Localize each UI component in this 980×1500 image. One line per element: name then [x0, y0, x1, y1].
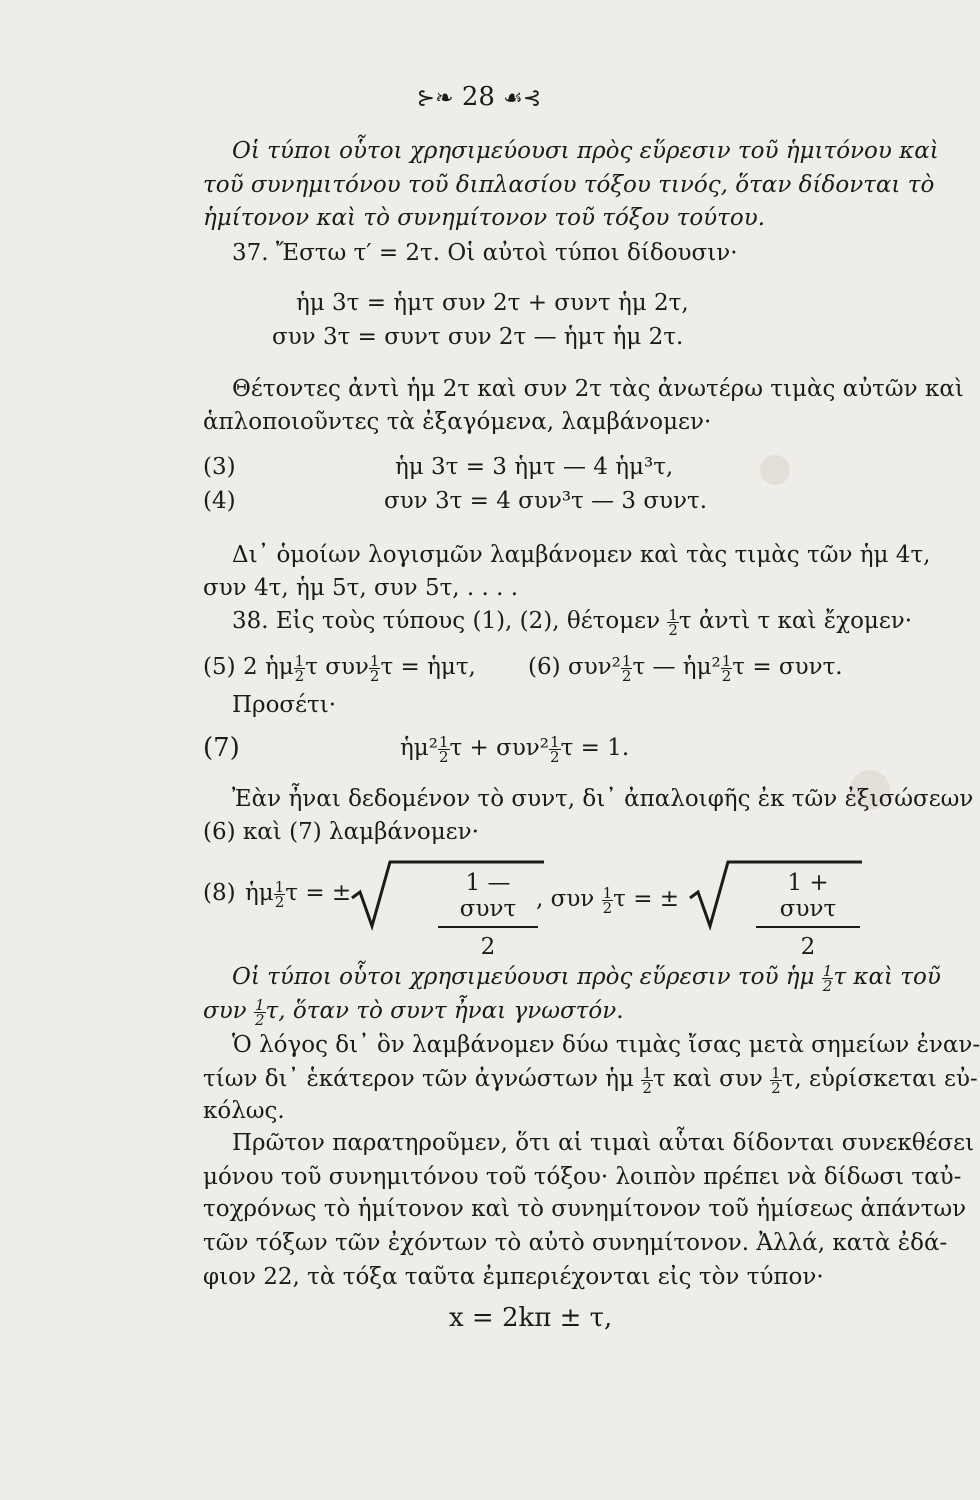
- half-fraction: [770, 1063, 782, 1097]
- page-header: [0, 82, 958, 112]
- fraction-denominator: 2: [438, 747, 449, 766]
- text-span: τ + συν²: [449, 735, 550, 761]
- section-37-heading: 37. Ἔστω τ′ = 2τ. Οἱ αὐτοὶ τύποι δίδουσιν·: [232, 240, 738, 266]
- text-span: , συν: [536, 886, 595, 912]
- section-38-line: [232, 606, 912, 637]
- text-span: τ = ±: [613, 886, 680, 912]
- fraction-numerator: 1: [274, 877, 285, 896]
- text-span: τ καὶ συν: [652, 1066, 763, 1092]
- equation: ἡμ 3τ = 3 ἡμτ — 4 ἡμ³τ,: [395, 454, 674, 480]
- half-fraction: [274, 877, 286, 911]
- fraction-denominator: 2: [822, 976, 833, 995]
- fraction-denominator: 2: [274, 892, 285, 911]
- half-fraction: [438, 732, 450, 766]
- text-line: [232, 962, 941, 993]
- text-line: τῶν τόξων τῶν ἐχόντων τὸ αὐτὸ συνημίτονον. Ἀλλά, κατὰ ἐδά-: [203, 1230, 948, 1256]
- text-span: 38. Εἰς τοὺς τύπους (1), (2), θέτομεν: [232, 608, 661, 634]
- text-span: 2 ἡμ: [243, 654, 294, 680]
- fraction-numerator: 1: [642, 1063, 652, 1082]
- left-ornament-icon: ⊱❧: [416, 86, 454, 111]
- text-span: τίων δι᾽ ἑκάτερον τῶν ἀγνώστων ἡμ: [203, 1066, 635, 1092]
- fraction-denominator: 2: [254, 1010, 265, 1029]
- equation: συν 3τ = συντ συν 2τ — ἡμτ ἡμ 2τ.: [272, 324, 684, 350]
- text-line: Δι᾽ ὁμοίων λογισμῶν λαμβάνομεν καὶ τὰς τιμὰς τῶν ἡμ 4τ,: [232, 542, 931, 568]
- fraction-numerator: 1: [294, 651, 305, 670]
- text-line: κόλως.: [203, 1098, 285, 1124]
- right-ornament-icon: ☙⊰: [503, 86, 542, 111]
- fraction-numerator: 1: [822, 961, 833, 980]
- text-line: ἡμίτονον καὶ τὸ συνημίτονον τοῦ τόξου τούτου.: [203, 205, 766, 231]
- fraction-denominator: 2: [721, 666, 732, 685]
- fraction-numerator: 1: [438, 732, 449, 751]
- text-line: Πρῶτον παρατηροῦμεν, ὅτι αἱ τιμαὶ αὗται δίδονται συνεκθέσει: [232, 1130, 975, 1156]
- equation-5: [243, 652, 476, 683]
- text-span: συν: [203, 998, 247, 1024]
- text-line: τοχρόνως τὸ ἡμίτονον καὶ τὸ συνημίτονον τοῦ ἡμίσεως ἁπάντων: [203, 1196, 967, 1222]
- fraction-denominator: 2: [602, 898, 613, 917]
- text-line: [203, 1064, 978, 1095]
- fraction-numerator: 1 — συντ: [438, 870, 538, 928]
- equation-label: (4): [203, 488, 236, 514]
- fraction-denominator: 2: [642, 1078, 652, 1097]
- text-line: φιον 22, τὰ τόξα ταῦτα ἐμπεριέχονται εἰς τὸν τύπον·: [203, 1264, 824, 1290]
- fraction-denominator: 2: [668, 620, 678, 639]
- half-fraction: [549, 732, 561, 766]
- radicand-fraction: [438, 870, 538, 960]
- equation-8-right: [536, 884, 679, 915]
- text-span: τ — ἡμ²: [632, 654, 721, 680]
- text-span: τ, εὑρίσκεται εὐ-: [781, 1066, 978, 1092]
- text-line: ἁπλοποιοῦντες τὰ ἐξαγόμενα, λαμβάνομεν·: [203, 409, 712, 435]
- fraction-denominator: 2: [800, 934, 816, 960]
- text-line: (6) καὶ (7) λαμβάνομεν·: [203, 819, 479, 845]
- text-span: ἡμ: [245, 880, 274, 906]
- fraction-denominator: 2: [621, 666, 632, 685]
- equation-label: (3): [203, 454, 236, 480]
- half-fraction: [254, 995, 266, 1029]
- equation-8-left: [245, 878, 351, 909]
- fraction-numerator: 1: [721, 651, 732, 670]
- fraction-denominator: 2: [294, 666, 305, 685]
- text-span: τ συν: [305, 654, 369, 680]
- half-fraction: [667, 605, 679, 639]
- fraction-numerator: 1: [771, 1063, 781, 1082]
- fraction-numerator: 1: [369, 651, 380, 670]
- fraction-denominator: 2: [369, 666, 380, 685]
- text-span: τ καὶ τοῦ: [833, 964, 941, 990]
- equation: συν 3τ = 4 συν³τ — 3 συντ.: [384, 488, 708, 514]
- text-line: [203, 996, 624, 1027]
- fraction-numerator: 1: [621, 651, 632, 670]
- fraction-denominator: 2: [550, 747, 560, 766]
- text-span: τ = ±: [285, 880, 352, 906]
- equation: ἡμ 3τ = ἡμτ συν 2τ + συντ ἡμ 2τ,: [296, 290, 689, 316]
- text-span: τ = συντ.: [732, 654, 843, 680]
- text-line: Προσέτι·: [232, 692, 337, 718]
- text-span: ἡμ²: [400, 735, 438, 761]
- fraction-numerator: 1: [254, 995, 265, 1014]
- text-span: τ ἀντὶ τ καὶ ἔχομεν·: [678, 608, 913, 634]
- equation-label: (6): [528, 654, 561, 680]
- radicand-fraction: [756, 870, 860, 960]
- half-fraction: [641, 1063, 653, 1097]
- paper-stain: [760, 455, 790, 485]
- fraction-denominator: 2: [480, 934, 496, 960]
- fraction-denominator: 2: [771, 1078, 781, 1097]
- text-span: τ = 1.: [560, 735, 630, 761]
- text-line: Ὁ λόγος δι᾽ ὃν λαμβάνομεν δύω τιμὰς ἴσας μετὰ σημείων ἐναν-: [232, 1032, 980, 1058]
- equation-6: [568, 652, 843, 683]
- equation-label: (5): [203, 654, 236, 680]
- fraction-numerator: 1: [550, 732, 560, 751]
- text-line: Οἱ τύποι οὗτοι χρησιμεύουσι πρὸς εὕρεσιν τοῦ ἡμιτόνου καὶ: [232, 138, 939, 164]
- page-number: 28: [461, 82, 495, 112]
- fraction-numerator: 1: [668, 605, 678, 624]
- text-line: Θέτοντες ἀντὶ ἡμ 2τ καὶ συν 2τ τὰς ἀνωτέρω τιμὰς αὐτῶν καὶ: [232, 376, 964, 402]
- half-fraction: [369, 651, 381, 685]
- text-line: συν 4τ, ἡμ 5τ, συν 5τ, . . . .: [203, 575, 519, 601]
- text-line: Ἐὰν ἦναι δεδομένον τὸ συντ, δι᾽ ἀπαλοιφῆς ἐκ τῶν ἐξισώσεων: [232, 786, 974, 812]
- half-fraction: [294, 651, 306, 685]
- text-line: τοῦ συνημιτόνου τοῦ διπλασίου τόξου τινός, ὅταν δίδονται τὸ: [203, 172, 935, 198]
- text-span: Οἱ τύποι οὗτοι χρησιμεύουσι πρὸς εὕρεσιν τοῦ ἡμ: [232, 964, 815, 990]
- equation: x = 2kπ ± τ,: [449, 1303, 613, 1333]
- half-fraction: [721, 651, 733, 685]
- text-line: μόνου τοῦ συνημιτόνου τοῦ τόξου· λοιπὸν πρέπει νὰ δίδωσι ταὐ-: [203, 1164, 962, 1190]
- fraction-numerator: 1: [602, 883, 613, 902]
- equation-label: (7): [203, 733, 240, 763]
- fraction-numerator: 1 + συντ: [756, 870, 860, 928]
- equation-7: [400, 733, 629, 764]
- half-fraction: [621, 651, 633, 685]
- text-span: συν²: [568, 654, 621, 680]
- text-span: τ, ὅταν τὸ συντ ἦναι γνωστόν.: [265, 998, 624, 1024]
- equation-label: (8): [203, 880, 236, 906]
- half-fraction: [602, 883, 614, 917]
- text-span: τ = ἡμτ,: [380, 654, 476, 680]
- half-fraction: [822, 961, 834, 995]
